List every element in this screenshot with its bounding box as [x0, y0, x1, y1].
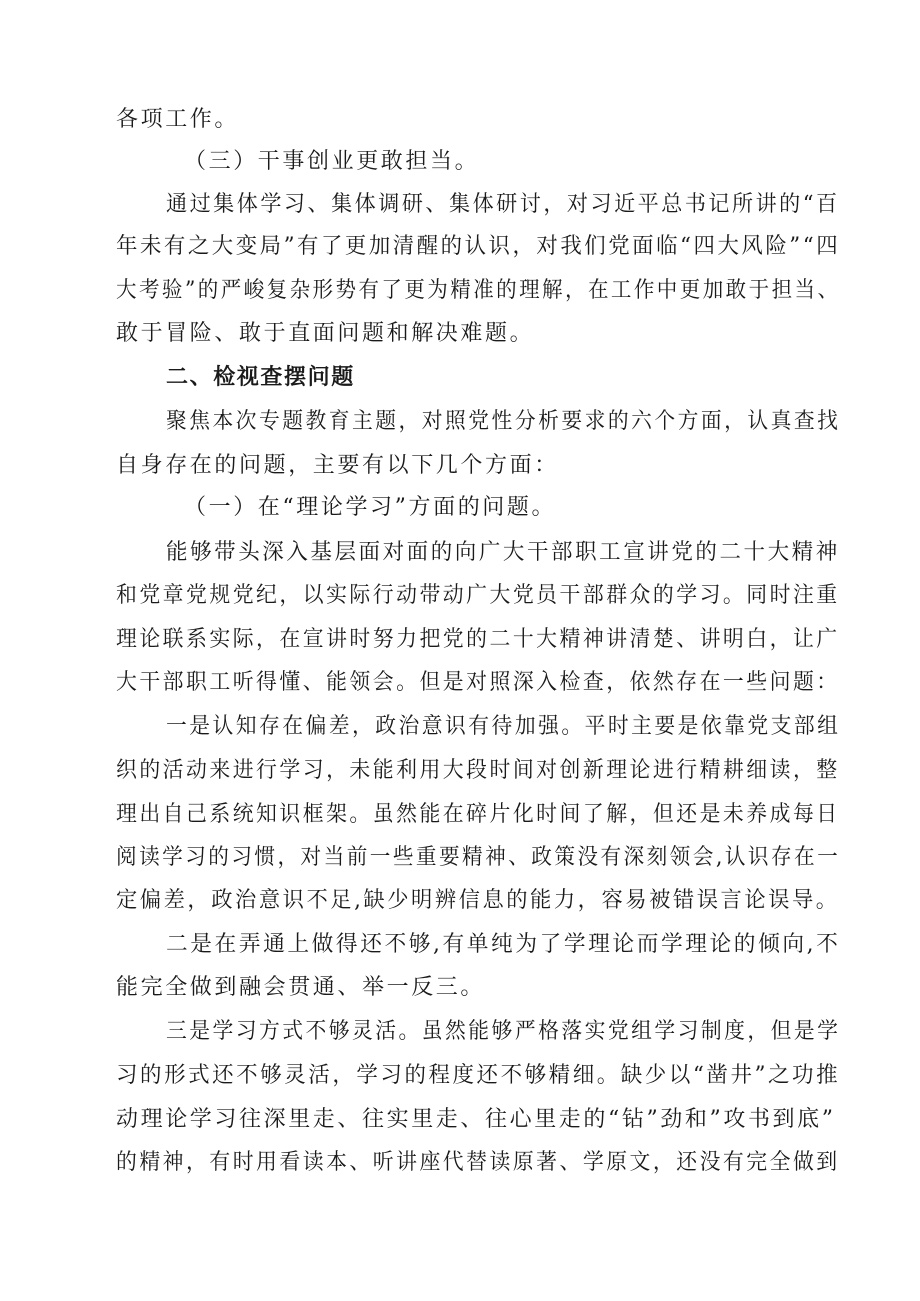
paragraph-line: 大考验”的严峻复杂形势有了更为精准的理解，在工作中更加敢于担当、: [116, 278, 841, 303]
paragraph-line: 能够带头深入基层面对面的向广大干部职工宣讲党的二十大精神: [166, 540, 840, 565]
paragraph-line: 各项工作。: [116, 107, 240, 132]
paragraph-line: 能完全做到融会贯通、举一反三。: [116, 975, 486, 1000]
paragraph-line: 动理论学习往深里走、往实里走、往心里走的“钻”劲和”攻书到底”: [116, 1107, 836, 1132]
paragraph-line: 一是认知存在偏差，政治意识有待加强。平时主要是依靠党支部组: [166, 714, 841, 739]
paragraph-line: 理论联系实际，在宣讲时努力把党的二十大精神讲清楚、讲明白，让广: [116, 627, 840, 652]
paragraph-line: 的精神，有时用看读本、听讲座代替读原著、学原文，还没有完全做到: [116, 1150, 840, 1175]
paragraph-line: 大干部职工听得懂、能领会。但是对照深入检查，依然存在一些问题：: [116, 670, 840, 695]
paragraph-line: 二是在弄通上做得还不够,有单纯为了学理论而学理论的倾向,不: [166, 932, 841, 957]
paragraph-line: 通过集体学习、集体调研、集体研讨，对习近平总书记所讲的“百: [166, 192, 840, 217]
paragraph-line: 织的活动来进行学习，未能利用大段时间对创新理论进行精耕细读，整: [116, 758, 840, 783]
paragraph-line: 定偏差，政治意识不足,缺少明辨信息的能力，容易被错误言论误导。: [116, 888, 840, 913]
paragraph-line: 和党章党规党纪，以实际行动带动广大党员干部群众的学习。同时注重: [116, 583, 840, 608]
paragraph-line: 阅读学习的习惯，对当前一些重要精神、政策没有深刻领会,认识存在一: [116, 845, 841, 870]
paragraph-line: 习的形式还不够灵活，学习的程度还不够精细。缺少以“凿井”之功推: [116, 1063, 841, 1088]
paragraph-line: 三是学习方式不够灵活。虽然能够严格落实党组学习制度，但是学: [166, 1019, 841, 1044]
paragraph-line: 自身存在的问题，主要有以下几个方面：: [116, 453, 559, 478]
subsection-heading: （一）在“理论学习”方面的问题。: [184, 495, 557, 520]
section-heading: 二、检视查摆问题: [166, 365, 355, 390]
subsection-heading: （三）干事创业更敢担当。: [184, 149, 480, 174]
paragraph-line: 年未有之大变局”有了更加清醒的认识，对我们党面临“四大风险”“四: [116, 234, 841, 259]
paragraph-line: 敢于冒险、敢于直面问题和解决难题。: [116, 321, 535, 346]
paragraph-line: 聚焦本次专题教育主题，对照党性分析要求的六个方面，认真查找: [166, 409, 841, 434]
paragraph-line: 理出自己系统知识框架。虽然能在碎片化时间了解，但还是未养成每日: [116, 802, 840, 827]
